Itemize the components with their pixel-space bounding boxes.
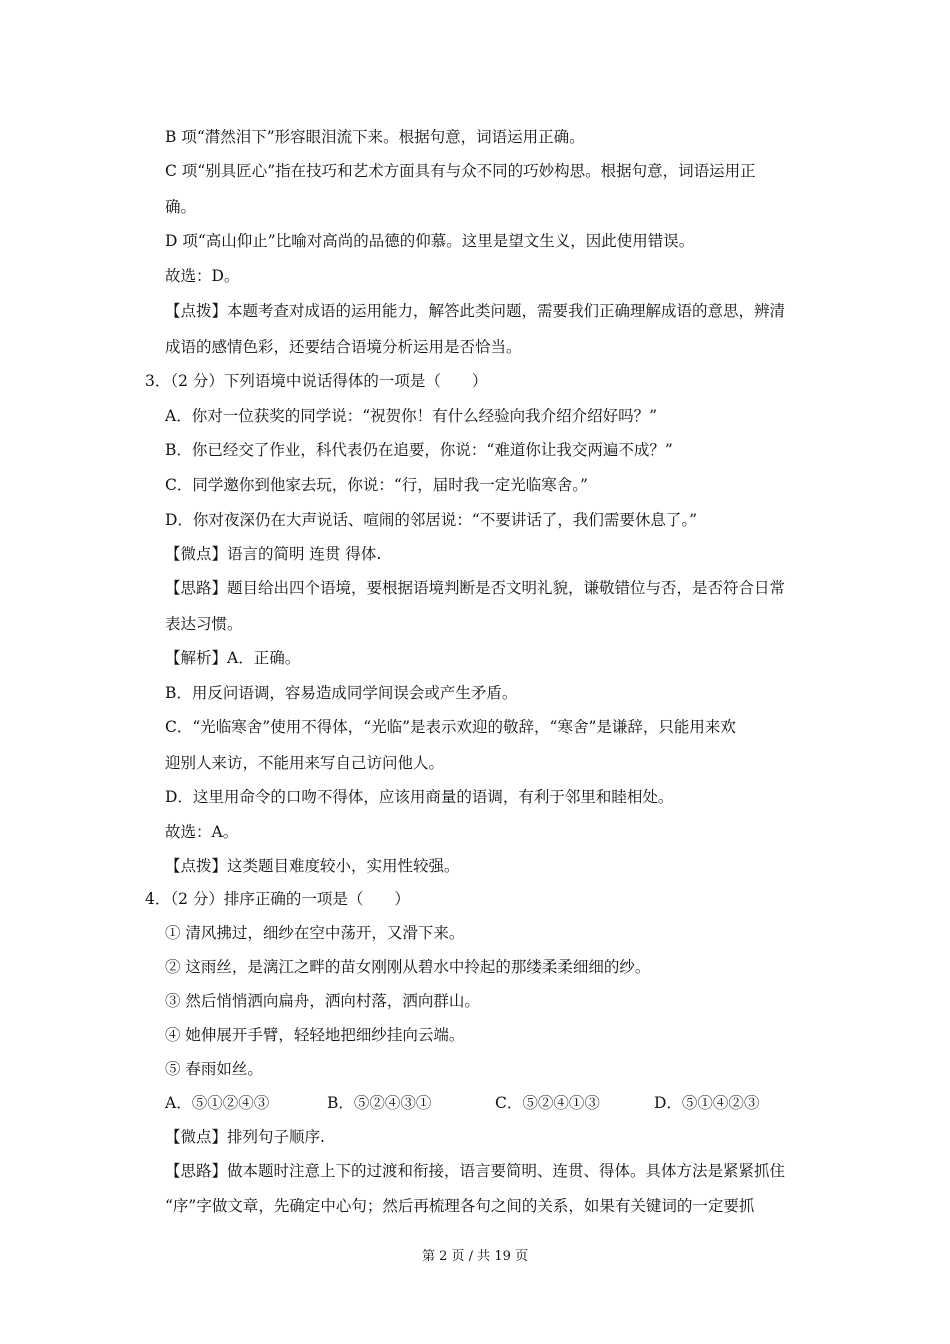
q3-analysis-c-line2: 迎别人来访，不能用来写自己访问他人。 [165,754,445,772]
q3-analysis-a: 【解析】A．正确。 [165,649,301,667]
q3-thinking-line2: 表达习惯。 [165,615,243,633]
q3-stem: 3．（2 分）下列语境中说话得体的一项是（ ） [145,372,488,390]
q4-stem: 4．（2 分）排序正确的一项是（ ） [145,890,410,908]
q4-thinking-line2: “序”字做文章，先确定中心句；然后再梳理各句之间的关系，如果有关键词的一定要抓 [165,1197,755,1215]
q4-point: 【微点】排列句子顺序. [165,1128,325,1146]
q4-sentence-4: ④ 她伸展开手臂，轻轻地把细纱挂向云端。 [165,1026,465,1044]
prev-item-b: B 项“潸然泪下”形容眼泪流下来。根据句意，词语运用正确。 [165,128,585,146]
q4-thinking-line1: 【思路】做本题时注意上下的过渡和衔接，语言要简明、连贯、得体。具体方法是紧紧抓住 [165,1162,786,1180]
prev-item-c-line2: 确。 [165,198,197,216]
q4-sentence-1: ① 清风拂过，细纱在空中荡开，又滑下来。 [165,924,465,942]
q3-option-b: B．你已经交了作业，科代表仍在追要，你说：“难道你让我交两遍不成？” [165,441,673,459]
q3-thinking-line1: 【思路】题目给出四个语境，要根据语境判断是否文明礼貌，谦敬错位与否，是否符合日常 [165,579,786,597]
q3-answer: 故选：A。 [165,823,239,841]
q3-option-d: D．你对夜深仍在大声说话、喧闹的邻居说：“不要讲话了，我们需要休息了。” [165,511,698,529]
prev-tip-line1: 【点拨】本题考查对成语的运用能力，解答此类问题，需要我们正确理解成语的意思，辨清 [165,302,786,320]
q3-point: 【微点】语言的简明 连贯 得体. [165,545,382,563]
q4-option-c: C．⑤②④①③ [495,1094,600,1112]
q4-option-d: D．⑤①④②③ [654,1094,760,1112]
page-footer: 第 2 页 / 共 19 页 [422,1249,528,1264]
q4-option-a: A．⑤①②④③ [165,1094,270,1112]
q4-sentence-5: ⑤ 春雨如丝。 [165,1060,263,1078]
q3-tip: 【点拨】这类题目难度较小，实用性较强。 [165,857,460,875]
q4-sentence-3: ③ 然后悄悄洒向扁舟，洒向村落，洒向群山。 [165,992,480,1010]
prev-answer: 故选：D。 [165,267,240,285]
q3-analysis-d: D．这里用命令的口吻不得体，应该用商量的语调，有利于邻里和睦相处。 [165,788,674,806]
q4-options-row [0,1093,950,1113]
prev-item-d: D 项“高山仰止”比喻对高尚的品德的仰慕。这里是望文生义，因此使用错误。 [165,232,695,250]
prev-item-c-line1: C 项“别具匠心”指在技巧和艺术方面具有与众不同的巧妙构思。根据句意，词语运用正 [165,162,756,180]
q3-analysis-b: B．用反问语调，容易造成同学间误会或产生矛盾。 [165,684,518,702]
q4-option-b: B．⑤②④③① [327,1094,432,1112]
q4-sentence-2: ② 这雨丝，是漓江之畔的苗女刚刚从碧水中拎起的那缕柔柔细细的纱。 [165,958,651,976]
prev-tip-line2: 成语的感情色彩，还要结合语境分析运用是否恰当。 [165,338,522,356]
q3-analysis-c-line1: C．“光临寒舍”使用不得体，“光临”是表示欢迎的敬辞，“寒舍”是谦辞，只能用来欢 [165,718,736,736]
q3-option-a: A．你对一位获奖的同学说：“祝贺你！有什么经验向我介绍介绍好吗？” [165,407,658,425]
q3-option-c: C．同学邀你到他家去玩，你说：“行，届时我一定光临寒舍。” [165,476,588,494]
